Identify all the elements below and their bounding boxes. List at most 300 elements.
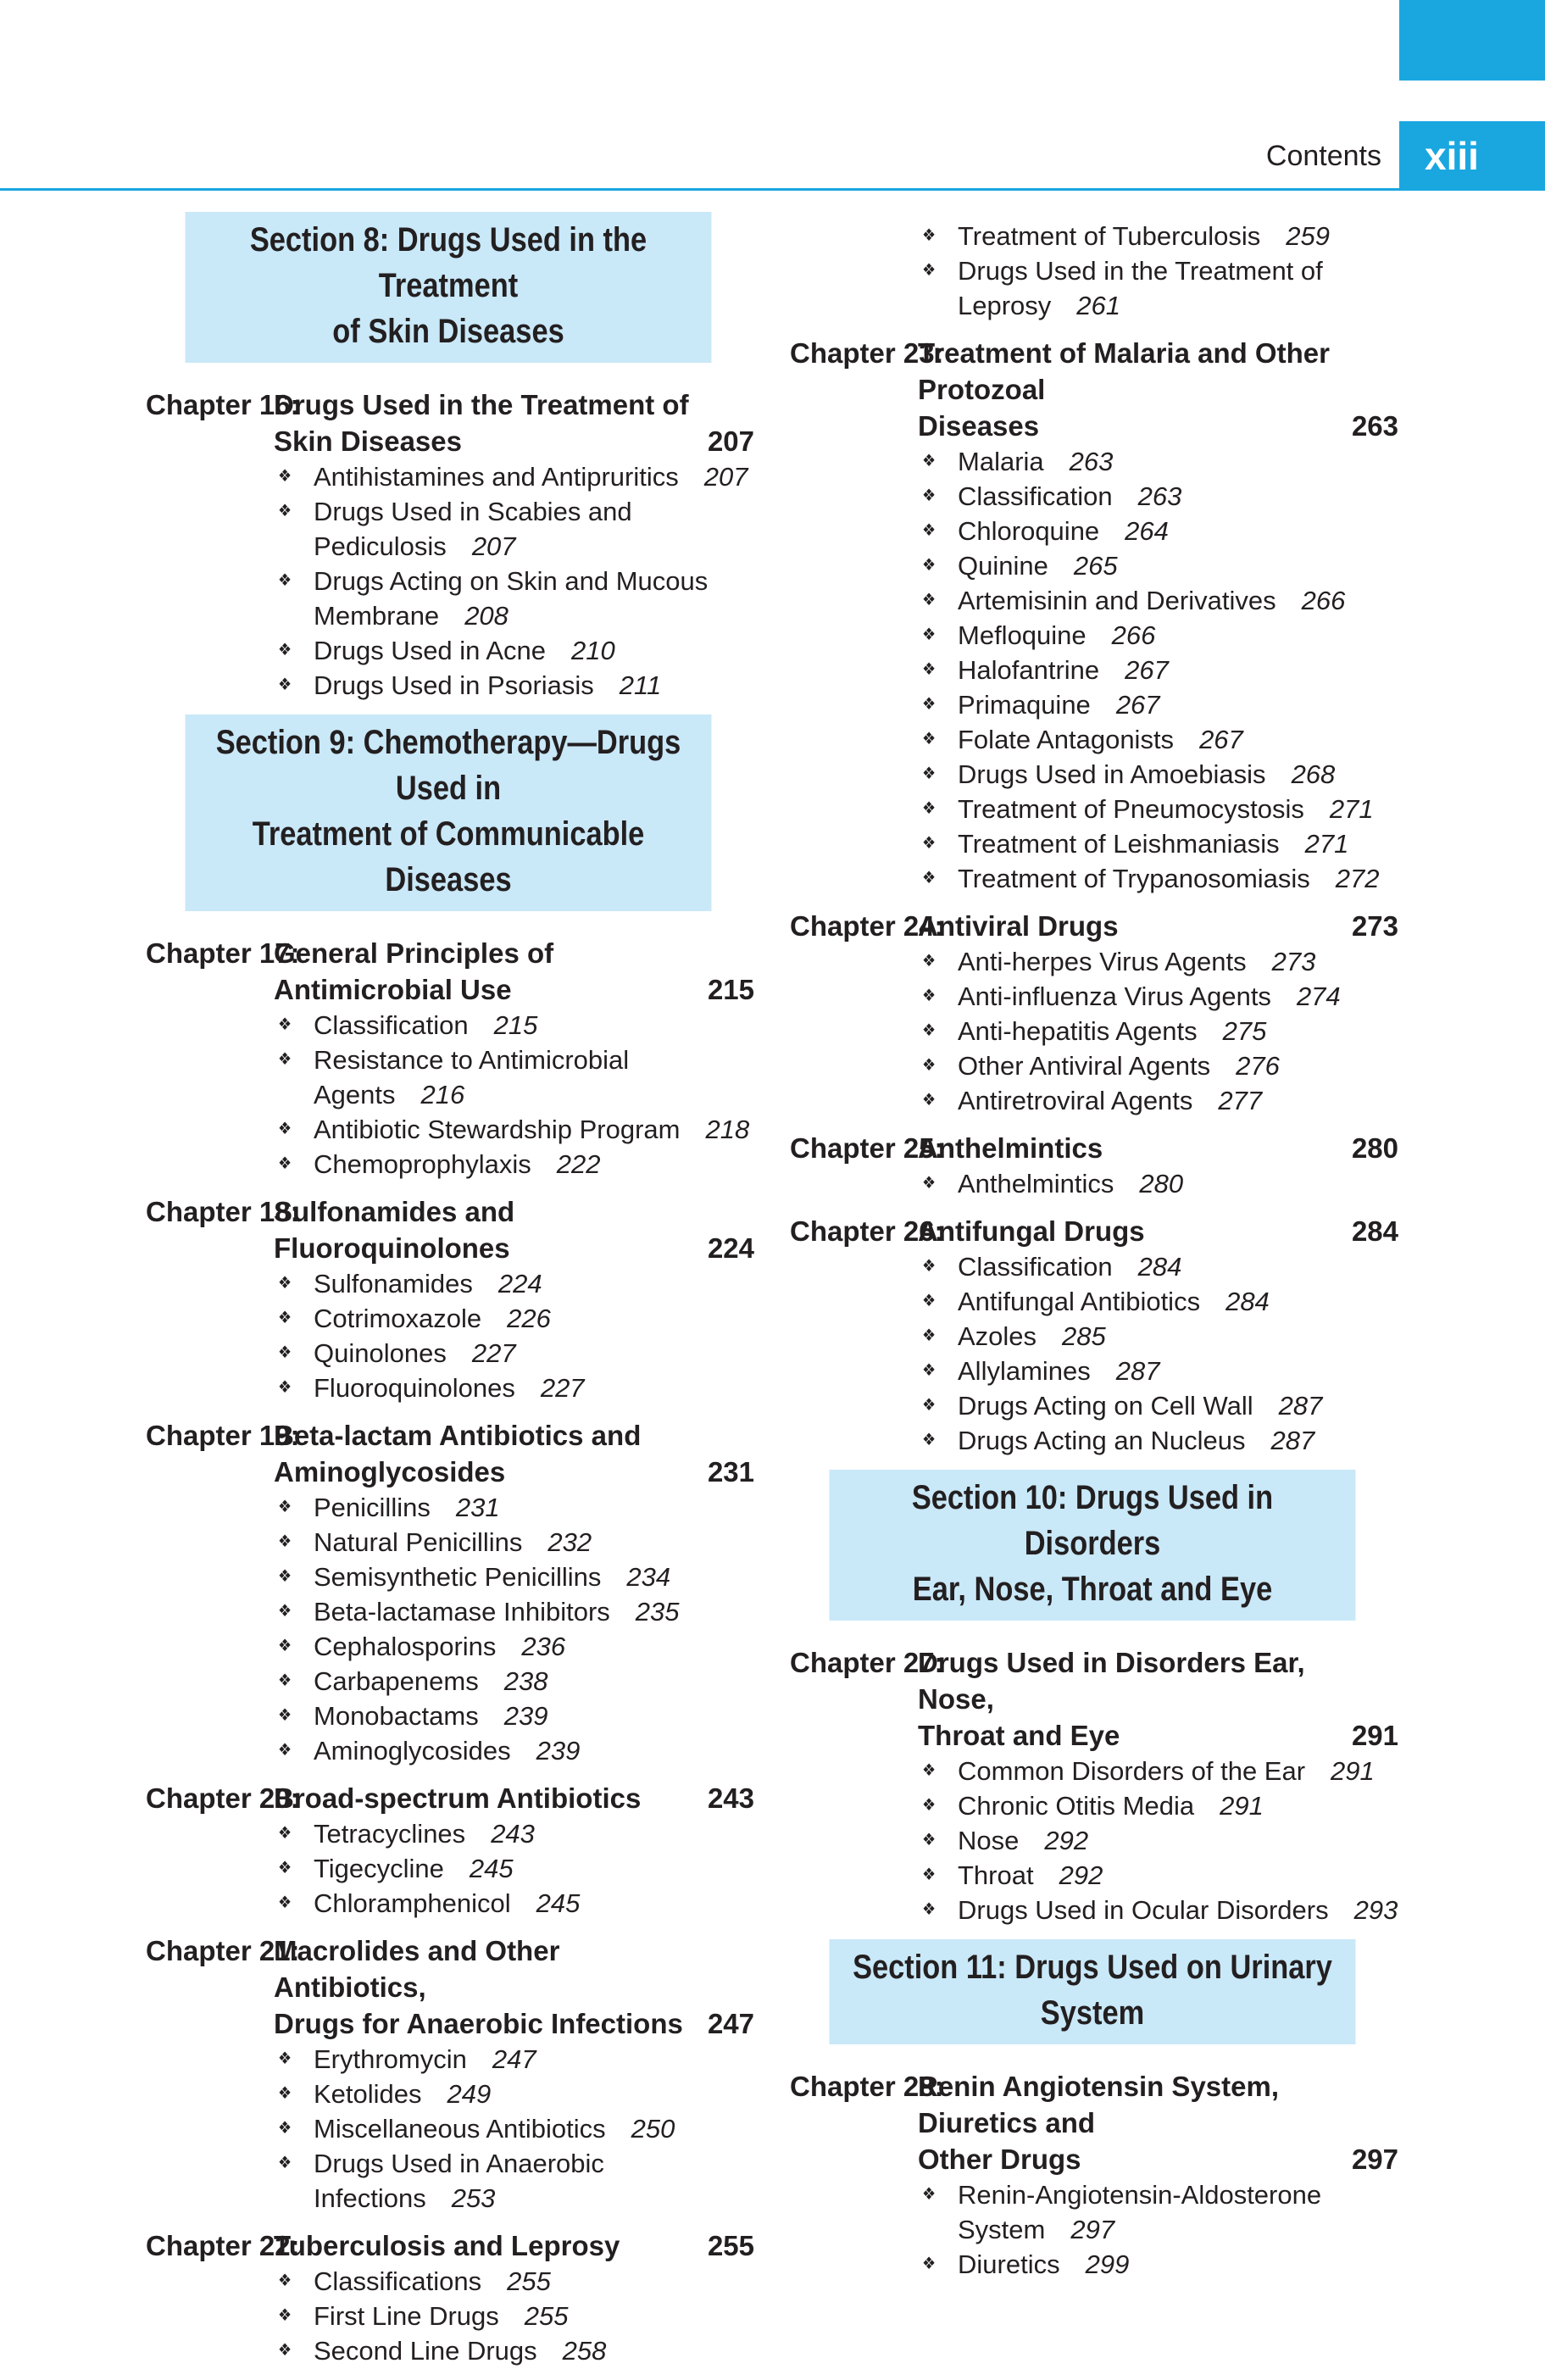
chapter-number: Chapter 28: (790, 2071, 944, 2102)
toc-topic-entry[interactable] (278, 1336, 754, 1371)
toc-topic-entry[interactable] (922, 792, 1398, 826)
topic-title: Chronic Otitis Media (958, 1791, 1195, 1821)
chapter-heading[interactable] (142, 1932, 754, 2042)
topic-page-number: 211 (619, 670, 662, 700)
diamond-bullet-icon: ❖ (278, 1567, 292, 1586)
diamond-bullet-icon: ❖ (922, 2185, 936, 2204)
toc-chapter (142, 1780, 754, 1921)
diamond-bullet-icon: ❖ (278, 1893, 292, 1912)
topic-title: Treatment of Tuberculosis (958, 221, 1261, 251)
diamond-bullet-icon: ❖ (278, 2084, 292, 2103)
topic-title: Resistance to Antimicrobial Agents (314, 1045, 630, 1109)
chapter-heading[interactable] (142, 1780, 754, 1816)
topic-page-number: 287 (1278, 1391, 1323, 1421)
topic-page-number: 239 (503, 1701, 548, 1731)
topic-title: Tigecycline (314, 1854, 444, 1883)
topic-page-number: 253 (451, 2183, 496, 2213)
topic-page-number: 266 (1301, 586, 1346, 615)
toc-topic-entry[interactable] (278, 633, 754, 668)
diamond-bullet-icon: ❖ (278, 1015, 292, 1034)
toc-topic-entry[interactable] (278, 1629, 754, 1664)
diamond-bullet-icon: ❖ (922, 834, 936, 853)
topic-title: Classification (314, 1010, 469, 1040)
toc-topic-entry[interactable] (278, 1301, 754, 1336)
chapter-number: Chapter 16: (146, 389, 300, 420)
diamond-bullet-icon: ❖ (278, 1498, 292, 1516)
chapter-heading[interactable] (142, 1193, 754, 1266)
diamond-bullet-icon: ❖ (278, 1824, 292, 1843)
toc-topic-entry[interactable] (922, 653, 1398, 687)
chapter-title-line: Beta-lactam Antibiotics and (274, 1420, 642, 1451)
diamond-bullet-icon: ❖ (922, 695, 936, 714)
topic-page-number: 235 (635, 1597, 680, 1627)
toc-topic-entry[interactable] (922, 1893, 1398, 1927)
chapter-heading[interactable] (786, 335, 1398, 444)
topic-page-number: 210 (570, 636, 615, 665)
toc-topic-entry[interactable] (278, 1525, 754, 1560)
topic-title: Azoles (958, 1321, 1037, 1351)
topic-list (142, 1008, 754, 1182)
topic-list (142, 459, 754, 703)
topic-page-number: 245 (536, 1888, 581, 1918)
topic-title: Malaria (958, 447, 1044, 476)
diamond-bullet-icon: ❖ (922, 2255, 936, 2273)
toc-topic-entry[interactable] (922, 219, 1398, 253)
chapter-heading[interactable] (786, 1213, 1398, 1249)
topic-page-number: 236 (521, 1632, 566, 1661)
topic-title: Antiretroviral Agents (958, 1086, 1193, 1115)
chapter-title-line: Drugs Used in Disorders Ear, Nose, (918, 1647, 1305, 1715)
topic-title: Common Disorders of the Ear (958, 1756, 1306, 1786)
toc-chapter (786, 908, 1398, 1118)
chapter-title-line: Other Drugs (918, 2144, 1081, 2175)
diamond-bullet-icon: ❖ (922, 1292, 936, 1310)
chapter-title-line: Tuberculosis and Leprosy (274, 2230, 620, 2261)
toc-topic-entry[interactable] (922, 722, 1398, 757)
section-heading-line: Section 10: Drugs Used in Disorders (911, 1479, 1274, 1562)
topic-title: Drugs Used in Amoebiasis (958, 759, 1266, 789)
toc-topic-entry[interactable] (278, 2299, 754, 2333)
diamond-bullet-icon: ❖ (922, 487, 936, 505)
toc-topic-entry[interactable] (922, 444, 1398, 479)
diamond-bullet-icon: ❖ (922, 1866, 936, 1884)
topic-title: Chemoprophylaxis (314, 1149, 531, 1179)
diamond-bullet-icon: ❖ (278, 1154, 292, 1173)
topic-title: Carbapenems (314, 1666, 479, 1696)
toc-left-column (142, 212, 754, 2380)
topic-title: Chloroquine (958, 516, 1100, 546)
chapter-heading[interactable] (786, 908, 1398, 944)
toc-topic-entry[interactable] (922, 1048, 1398, 1083)
diamond-bullet-icon: ❖ (278, 1602, 292, 1621)
topic-title: Anti-herpes Virus Agents (958, 947, 1247, 976)
toc-topic-entry[interactable] (922, 1423, 1398, 1458)
topic-list (142, 1266, 754, 1405)
chapter-page-number: 247 (707, 2008, 754, 2039)
diamond-bullet-icon: ❖ (922, 1091, 936, 1109)
toc-topic-entry[interactable] (922, 548, 1398, 583)
topic-title: Antihistamines and Antipruritics (314, 462, 679, 492)
diamond-bullet-icon: ❖ (922, 261, 936, 280)
diamond-bullet-icon: ❖ (922, 1431, 936, 1449)
topic-title: Drugs Used in Acne (314, 636, 546, 665)
chapter-page-number: 215 (707, 974, 754, 1005)
topic-title: Drugs Acting on Cell Wall (958, 1391, 1253, 1421)
toc-topic-entry[interactable] (278, 1886, 754, 1921)
topic-page-number: 263 (1069, 447, 1114, 476)
toc-chapter (786, 1644, 1398, 1927)
toc-topic-entry[interactable] (278, 1008, 754, 1043)
topic-title: Erythromycin (314, 2044, 467, 2074)
topic-page-number: 277 (1218, 1086, 1263, 1115)
diamond-bullet-icon: ❖ (278, 1120, 292, 1138)
diamond-bullet-icon: ❖ (922, 226, 936, 245)
topic-page-number: 215 (493, 1010, 538, 1040)
topic-title: Primaquine (958, 690, 1091, 720)
toc-topic-entry[interactable] (278, 494, 754, 564)
topic-page-number: 232 (547, 1527, 592, 1557)
topic-title: Quinine (958, 551, 1048, 581)
topic-page-number: 263 (1137, 481, 1182, 511)
chapter-title-line: Anthelmintics (918, 1132, 1103, 1164)
chapter-number: Chapter 18: (146, 1196, 300, 1227)
topic-title: Artemisinin and Derivatives (958, 586, 1276, 615)
topic-title: Chloramphenicol (314, 1888, 511, 1918)
topic-title: Drugs Used in the Treatment of Leprosy (958, 256, 1323, 320)
topic-page-number: 273 (1271, 947, 1316, 976)
toc-topic-entry[interactable] (278, 1816, 754, 1851)
topic-title: Classifications (314, 2266, 482, 2296)
header-rule (0, 188, 1399, 191)
chapter-title-line: Drugs Used in the Treatment of (274, 389, 689, 420)
toc-chapter (142, 1417, 754, 1768)
topic-title: Allylamines (958, 1356, 1091, 1386)
topic-page-number: 255 (524, 2301, 569, 2331)
topic-title: Beta-lactamase Inhibitors (314, 1597, 610, 1627)
running-head: Contents (1265, 140, 1381, 172)
chapter-number: Chapter 24: (790, 910, 944, 942)
diamond-bullet-icon: ❖ (922, 1900, 936, 1919)
chapter-page-number: 273 (1351, 910, 1398, 942)
diamond-bullet-icon: ❖ (278, 1343, 292, 1362)
topic-title: Halofantrine (958, 655, 1100, 685)
diamond-bullet-icon: ❖ (922, 1796, 936, 1815)
toc-topic-entry[interactable] (922, 1166, 1398, 1201)
section-heading-line: Section 11: Drugs Used on Urinary System (853, 1949, 1332, 2032)
topic-page-number: 259 (1286, 221, 1330, 251)
diamond-bullet-icon: ❖ (278, 2341, 292, 2360)
toc-topic-entry[interactable] (922, 618, 1398, 653)
topic-page-number: 258 (562, 2336, 607, 2366)
diamond-bullet-icon: ❖ (922, 556, 936, 575)
diamond-bullet-icon: ❖ (922, 765, 936, 783)
toc-chapter (142, 1193, 754, 1405)
toc-topic-entry[interactable] (278, 459, 754, 494)
chapter-heading[interactable] (786, 1130, 1398, 1166)
toc-topic-entry[interactable] (278, 1594, 754, 1629)
toc-topic-entry[interactable] (922, 253, 1398, 323)
toc-topic-entry[interactable] (278, 2111, 754, 2146)
diamond-bullet-icon: ❖ (922, 952, 936, 970)
topic-list (786, 1166, 1398, 1201)
toc-topic-entry[interactable] (278, 1266, 754, 1301)
toc-chapter (786, 1213, 1398, 1458)
topic-title: Treatment of Trypanosomiasis (958, 864, 1310, 893)
toc-topic-entry[interactable] (922, 1823, 1398, 1858)
diamond-bullet-icon: ❖ (922, 1326, 936, 1345)
topic-page-number: 299 (1085, 2249, 1130, 2279)
topic-title: Second Line Drugs (314, 2336, 537, 2366)
topic-page-number: 208 (464, 601, 509, 631)
topic-page-number: 272 (1335, 864, 1380, 893)
topic-title: Throat (958, 1860, 1034, 1890)
toc-chapter (142, 2227, 754, 2368)
toc-topic-entry[interactable] (278, 2146, 754, 2216)
topic-page-number: 218 (705, 1115, 750, 1144)
toc-topic-entry[interactable] (278, 1112, 754, 1147)
topic-page-number: 247 (492, 2044, 536, 2074)
topic-page-number: 216 (420, 1080, 465, 1109)
toc-topic-entry[interactable] (922, 861, 1398, 896)
toc-topic-entry[interactable] (922, 757, 1398, 792)
chapter-page-number: 231 (707, 1456, 754, 1488)
toc-topic-entry[interactable] (922, 1284, 1398, 1319)
chapter-title-line: Aminoglycosides (274, 1456, 506, 1488)
topic-title: Cotrimoxazole (314, 1304, 482, 1333)
topic-page-number: 275 (1222, 1016, 1267, 1046)
topic-page-number: 227 (540, 1373, 585, 1403)
chapter-number: Chapter 20: (146, 1782, 300, 1814)
topic-page-number: 280 (1139, 1169, 1184, 1198)
topic-page-number: 287 (1270, 1426, 1315, 1455)
topic-list (786, 219, 1398, 323)
diamond-bullet-icon: ❖ (278, 1671, 292, 1690)
diamond-bullet-icon: ❖ (278, 2119, 292, 2138)
toc-topic-entry[interactable] (278, 1147, 754, 1182)
toc-topic-entry[interactable] (922, 979, 1398, 1014)
diamond-bullet-icon: ❖ (922, 591, 936, 609)
topic-page-number: 224 (497, 1269, 542, 1298)
topic-title: Nose (958, 1826, 1020, 1855)
topic-page-number: 291 (1220, 1791, 1264, 1821)
diamond-bullet-icon: ❖ (922, 869, 936, 887)
diamond-bullet-icon: ❖ (278, 641, 292, 659)
toc-topic-entry[interactable] (922, 1388, 1398, 1423)
diamond-bullet-icon: ❖ (278, 2272, 292, 2290)
chapter-title-line: Sulfonamides and Fluoroquinolones (274, 1196, 515, 1264)
chapter-heading[interactable] (786, 1644, 1398, 1754)
topic-page-number: 239 (536, 1736, 581, 1766)
diamond-bullet-icon: ❖ (922, 1257, 936, 1276)
topic-page-number: 293 (1353, 1895, 1398, 1925)
chapter-title-line: Broad-spectrum Antibiotics (274, 1782, 642, 1814)
chapter-page-number: 291 (1351, 1720, 1398, 1751)
toc-chapter (786, 335, 1398, 896)
topic-title: Natural Penicillins (314, 1527, 523, 1557)
chapter-title-line: Drugs for Anaerobic Infections (274, 2008, 683, 2039)
diamond-bullet-icon: ❖ (278, 1637, 292, 1655)
topic-title: Ketolides (314, 2079, 422, 2109)
toc-topic-entry[interactable] (278, 668, 754, 703)
chapter-heading[interactable] (142, 386, 754, 459)
chapter-page-number: 297 (1351, 2144, 1398, 2175)
diamond-bullet-icon: ❖ (278, 502, 292, 520)
toc-right-column (786, 219, 1398, 2294)
chapter-title-line: General Principles of Antimicrobial Use (274, 937, 554, 1005)
topic-title: Classification (958, 1252, 1113, 1282)
diamond-bullet-icon: ❖ (278, 1378, 292, 1397)
chapter-title-line: Renin Angiotensin System, Diuretics and (918, 2071, 1280, 2138)
toc-topic-entry[interactable] (922, 1319, 1398, 1354)
topic-page-number: 261 (1076, 291, 1121, 320)
chapter-number: Chapter 27: (790, 1647, 944, 1678)
chapter-heading[interactable] (142, 2227, 754, 2264)
chapter-heading[interactable] (786, 2068, 1398, 2177)
diamond-bullet-icon: ❖ (922, 1021, 936, 1040)
toc-topic-entry[interactable] (922, 1858, 1398, 1893)
toc-topic-entry[interactable] (922, 1014, 1398, 1048)
diamond-bullet-icon: ❖ (278, 1706, 292, 1725)
topic-title: Miscellaneous Antibiotics (314, 2114, 606, 2144)
topic-title: First Line Drugs (314, 2301, 499, 2331)
toc-topic-entry[interactable] (278, 1043, 754, 1112)
section-heading-line: Section 8: Drugs Used in the Treatment (249, 221, 647, 304)
diamond-bullet-icon: ❖ (922, 1174, 936, 1193)
diamond-bullet-icon: ❖ (278, 571, 292, 590)
diamond-bullet-icon: ❖ (278, 1859, 292, 1877)
diamond-bullet-icon: ❖ (278, 1050, 292, 1069)
diamond-bullet-icon: ❖ (922, 730, 936, 748)
toc-topic-entry[interactable] (922, 826, 1398, 861)
toc-topic-entry[interactable] (922, 687, 1398, 722)
topic-page-number: 243 (491, 1819, 535, 1849)
chapter-title-line: Macrolides and Other Antibiotics, (274, 1935, 560, 2003)
section-heading-line: Section 9: Chemotherapy—Drugs Used in (215, 724, 681, 807)
topic-page-number: 222 (556, 1149, 601, 1179)
toc-topic-entry[interactable] (922, 1788, 1398, 1823)
topic-title: Cephalosporins (314, 1632, 497, 1661)
topic-title: Renin-Angiotensin-Aldosterone System (958, 2180, 1322, 2244)
chapter-number: Chapter 21: (146, 1935, 300, 1966)
toc-topic-entry[interactable] (278, 1560, 754, 1594)
topic-list (786, 944, 1398, 1118)
topic-title: Drugs Used in Ocular Disorders (958, 1895, 1329, 1925)
topic-title: Mefloquine (958, 620, 1087, 650)
topic-title: Aminoglycosides (314, 1736, 511, 1766)
chapter-number: Chapter 23: (790, 337, 944, 369)
diamond-bullet-icon: ❖ (278, 2154, 292, 2172)
section-heading-line: Ear, Nose, Throat and Eye (912, 1571, 1273, 1608)
chapter-title-line: Antiviral Drugs (918, 910, 1119, 942)
diamond-bullet-icon: ❖ (922, 626, 936, 644)
chapter-heading[interactable] (142, 935, 754, 1008)
toc-topic-entry[interactable] (278, 1664, 754, 1699)
chapter-page-number: 280 (1351, 1132, 1398, 1164)
topic-title: Semisynthetic Penicillins (314, 1562, 602, 1592)
toc-topic-entry[interactable] (278, 2333, 754, 2368)
topic-page-number: 284 (1137, 1252, 1182, 1282)
toc-topic-entry[interactable] (922, 944, 1398, 979)
toc-chapter-continued (786, 219, 1398, 323)
toc-topic-entry[interactable] (278, 1733, 754, 1768)
topic-list (786, 444, 1398, 896)
toc-topic-entry[interactable] (278, 1851, 754, 1886)
topic-title: Monobactams (314, 1701, 479, 1731)
toc-topic-entry[interactable] (278, 1699, 754, 1733)
chapter-number: Chapter 25: (790, 1132, 944, 1164)
toc-topic-entry[interactable] (922, 1754, 1398, 1788)
topic-page-number: 284 (1225, 1287, 1270, 1316)
topic-title: Treatment of Pneumocystosis (958, 794, 1304, 824)
toc-chapter (142, 386, 754, 703)
topic-page-number: 238 (503, 1666, 548, 1696)
topic-page-number: 264 (1125, 516, 1169, 546)
toc-chapter (142, 935, 754, 1182)
chapter-title-line: Treatment of Malaria and Other Protozoal (918, 337, 1330, 405)
diamond-bullet-icon: ❖ (922, 1361, 936, 1380)
topic-page-number: 297 (1070, 2215, 1115, 2244)
topic-title: Other Antiviral Agents (958, 1051, 1211, 1081)
topic-page-number: 267 (1199, 725, 1243, 754)
page-number: xiii (1399, 121, 1545, 191)
toc-topic-entry[interactable] (922, 583, 1398, 618)
topic-title: Penicillins (314, 1493, 431, 1522)
chapter-heading[interactable] (142, 1417, 754, 1490)
chapter-title-line: Antifungal Drugs (918, 1215, 1145, 1247)
topic-page-number: 227 (471, 1338, 516, 1368)
toc-topic-entry[interactable] (278, 2042, 754, 2077)
topic-title: Anthelmintics (958, 1169, 1114, 1198)
topic-list (786, 1249, 1398, 1458)
section-heading (830, 1939, 1356, 2044)
chapter-page-number: 263 (1351, 410, 1398, 442)
chapter-number: Chapter 17: (146, 937, 300, 969)
topic-page-number: 245 (469, 1854, 514, 1883)
topic-title: Drugs Used in Psoriasis (314, 670, 594, 700)
diamond-bullet-icon: ❖ (278, 467, 292, 486)
toc-topic-entry[interactable] (922, 1249, 1398, 1284)
toc-topic-entry[interactable] (278, 2077, 754, 2111)
topic-title: Anti-influenza Virus Agents (958, 981, 1271, 1011)
toc-topic-entry[interactable] (922, 479, 1398, 514)
topic-page-number: 265 (1073, 551, 1118, 581)
toc-topic-entry[interactable] (278, 1371, 754, 1405)
toc-topic-entry[interactable] (922, 2247, 1398, 2282)
toc-topic-entry[interactable] (278, 2264, 754, 2299)
diamond-bullet-icon: ❖ (922, 1831, 936, 1849)
topic-page-number: 292 (1044, 1826, 1089, 1855)
section-heading (186, 212, 712, 363)
diamond-bullet-icon: ❖ (278, 2049, 292, 2068)
toc-topic-entry[interactable] (278, 1490, 754, 1525)
toc-topic-entry[interactable] (922, 1354, 1398, 1388)
topic-page-number: 266 (1111, 620, 1156, 650)
topic-page-number: 268 (1291, 759, 1336, 789)
toc-topic-entry[interactable] (922, 1083, 1398, 1118)
diamond-bullet-icon: ❖ (922, 1056, 936, 1075)
toc-topic-entry[interactable] (922, 2177, 1398, 2247)
section-heading-line: Treatment of Communicable Diseases (252, 815, 645, 898)
toc-topic-entry[interactable] (922, 514, 1398, 548)
topic-list (786, 1754, 1398, 1927)
chapter-number: Chapter 19: (146, 1420, 300, 1451)
chapter-page-number: 255 (707, 2230, 754, 2261)
toc-topic-entry[interactable] (278, 564, 754, 633)
chapter-title-line: Diseases (918, 410, 1040, 442)
chapter-title-line: Throat and Eye (918, 1720, 1120, 1751)
topic-page-number: 274 (1296, 981, 1341, 1011)
toc-chapter (786, 2068, 1398, 2282)
